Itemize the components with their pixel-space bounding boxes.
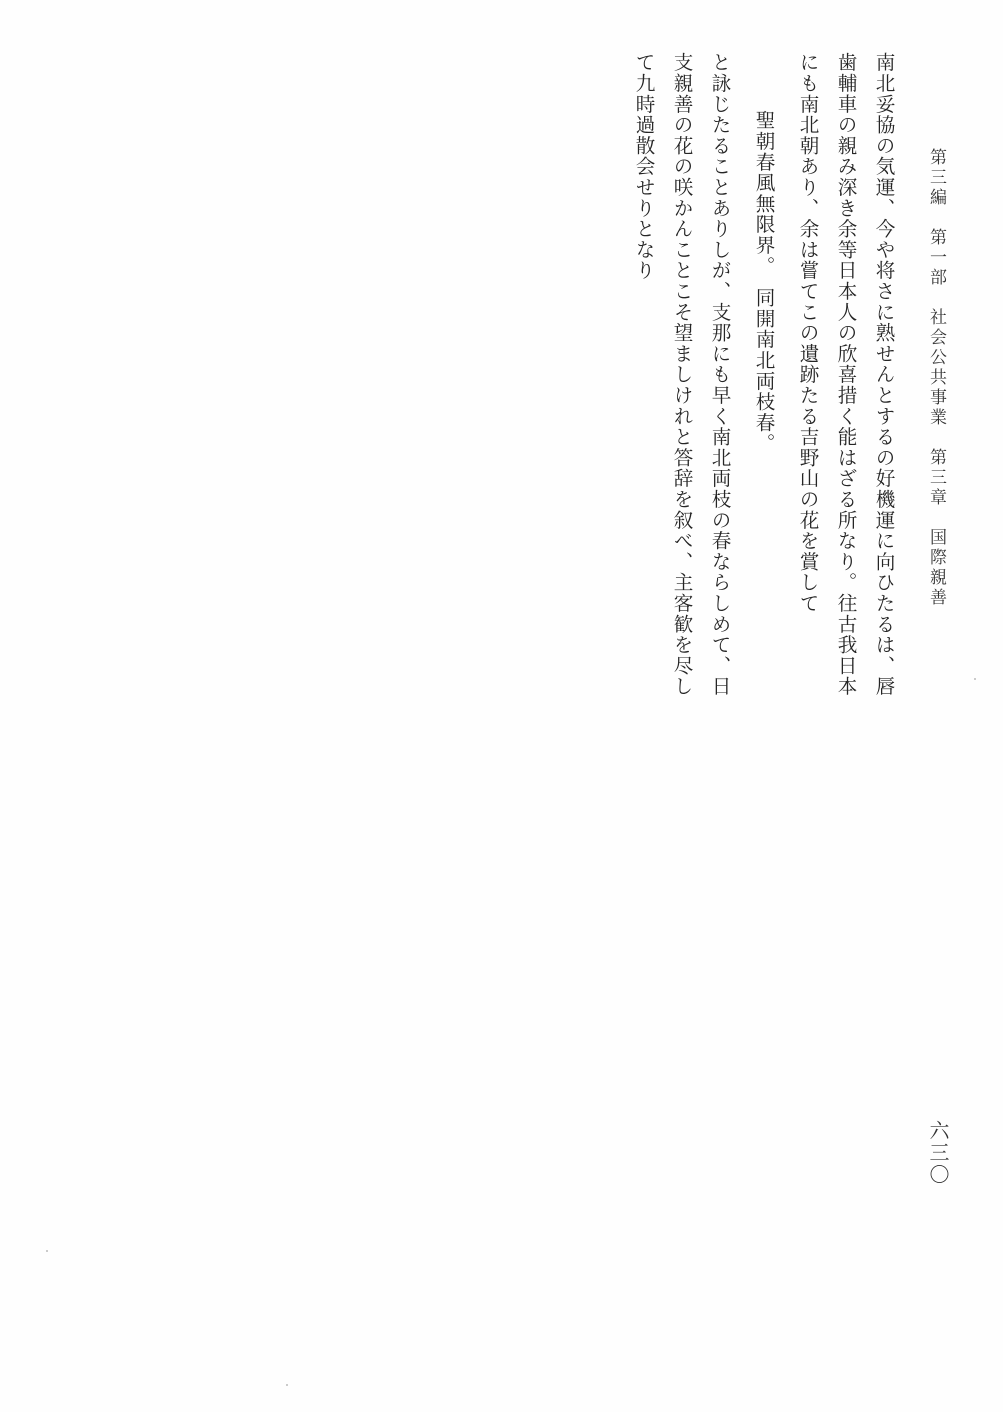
text-column-6: 支親善の花の咲かんことこそ望ましけれと答辞を叙べ、主客歓を尽し: [670, 52, 693, 697]
paper-speck: [46, 1250, 48, 1252]
poem-line: 聖朝春風無限界。 同開南北両枝春。: [752, 110, 775, 454]
text-column-3: にも南北朝あり、余は嘗てこの遺跡たる吉野山の花を賞して: [796, 52, 819, 614]
paper-speck: [974, 678, 976, 680]
text-column-5: と詠じたることありしが、支那にも早く南北両枝の春ならしめて、日: [708, 52, 731, 697]
text-column-7: て九時過散会せりとなり: [632, 52, 655, 281]
text-column-2: 歯輔車の親み深き余等日本人の欣喜措く能はざる所なり。往古我日本: [834, 52, 857, 697]
text-column-1: 南北妥協の気運、今や将さに熟せんとするの好機運に向ひたるは、唇: [872, 52, 895, 697]
running-header: 第三編 第一部 社会公共事業 第三章 国際親善: [926, 148, 946, 608]
body-text: [629, 52, 897, 697]
page-number: 六三〇: [926, 1120, 950, 1186]
paper-speck: [286, 1384, 288, 1386]
